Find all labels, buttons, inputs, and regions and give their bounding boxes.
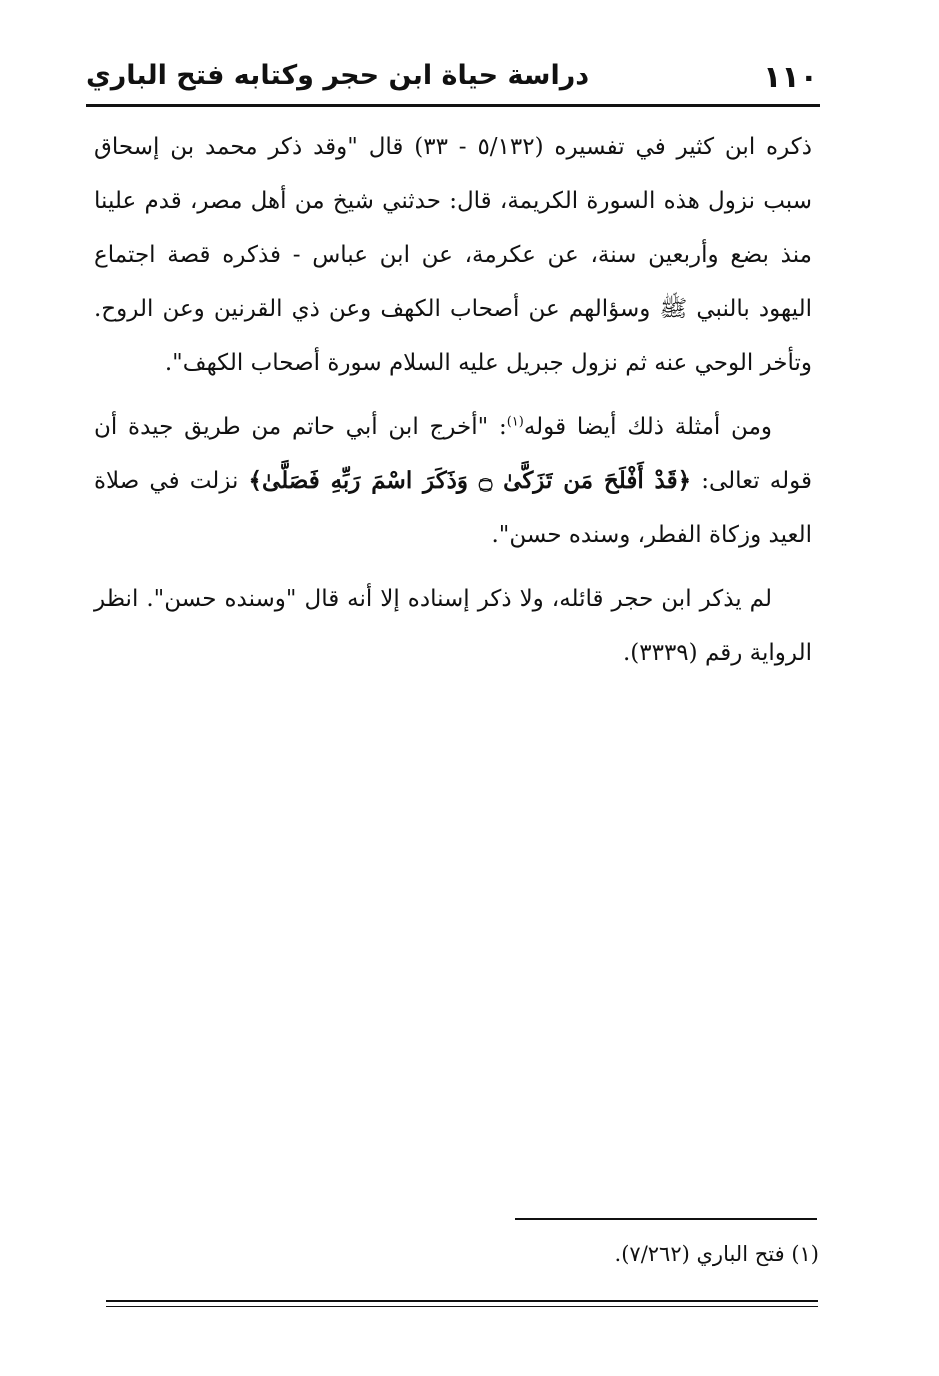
paragraph-2-tail: نزلت في صلاة العيد وزكاة الفطر، وسنده حسن". [94,468,812,548]
footnote-separator [515,1218,817,1220]
main-text [94,120,812,690]
page-header [86,58,820,102]
paragraph-1: ذكره ابن كثير في تفسيره (٥/١٣٢ - ٣٣) قال "وقد ذكر محمد بن إسحاق سبب نزول هذه السورة الكريمة، قال: حدثني شيخ من أهل مصر، قدم علينا منذ بضع وأربعين سنة، عن عكرمة، عن ابن عباس - فذكره قصة اجتماع اليهود بالنبي ﷺ وسؤالهم عن أصحاب الكهف وعن ذي القرنين وعن الروح. وتأخر الوحي عنه ثم نزول جبريل عليه السلام سورة أصحاب الكهف". [94,134,812,376]
header-rule [86,104,820,107]
page-number: ١١٠ [763,60,818,95]
quran-verse: ﴿قَدْ أَفْلَحَ مَن تَزَكَّىٰ ۝ وَذَكَرَ اسْمَ رَبِّهِ فَصَلَّىٰ﴾ [248,467,692,494]
paragraph-2-quote-intro: : "أخرج ابن أبي حاتم من طريق جيدة أن قوله تعالى: [94,414,812,494]
bottom-rule-thin [106,1306,818,1307]
paragraph-2-lead: ومن أمثلة ذلك أيضا قوله [523,414,772,440]
bottom-rule-thick [106,1300,818,1302]
running-title: دراسة حياة ابن حجر وكتابه فتح الباري [86,60,590,91]
footnote: (١) فتح الباري (٧/٢٦٢). [614,1242,819,1266]
paragraph-3: لم يذكر ابن حجر قائله، ولا ذكر إسناده إلا أنه قال "وسنده حسن". انظر الرواية رقم (٣٣٣٩). [94,586,812,666]
footnote-marker: (١) [506,414,524,430]
paragraph-2 [94,400,812,562]
